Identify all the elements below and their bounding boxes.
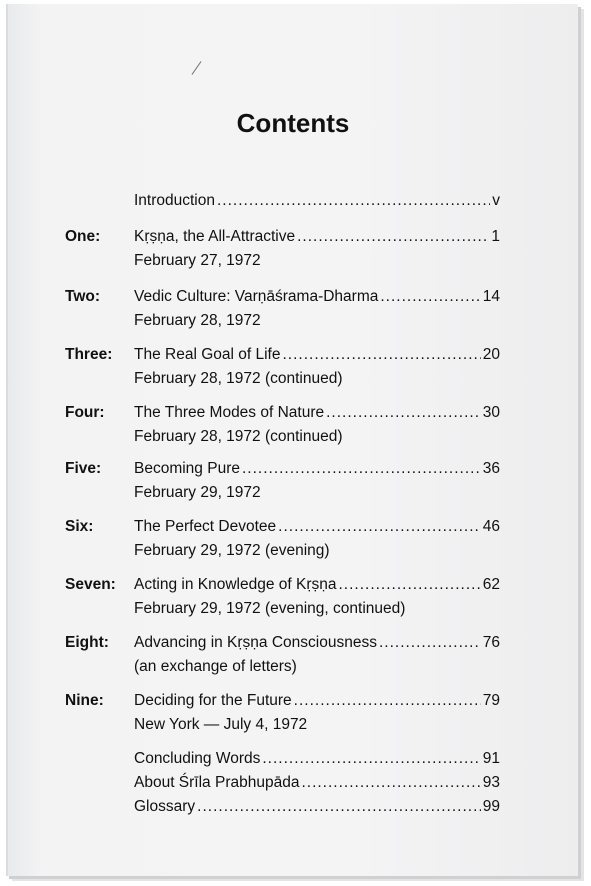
dot-leader bbox=[338, 576, 480, 594]
book-page bbox=[6, 4, 578, 876]
chapter-number: Seven: bbox=[65, 576, 116, 593]
chapter-date: February 27, 1972 bbox=[134, 252, 261, 269]
chapter-number: Three: bbox=[65, 346, 113, 363]
chapter-note: (an exchange of letters) bbox=[134, 658, 297, 675]
toc-entry-page: 62 bbox=[482, 576, 500, 593]
chapter-number: Nine: bbox=[65, 692, 104, 709]
toc-entry-page: 14 bbox=[482, 288, 500, 305]
chapter-date: February 28, 1972 bbox=[134, 312, 261, 329]
toc-entry-page: 30 bbox=[482, 404, 500, 421]
dot-leader bbox=[242, 460, 481, 478]
toc-entry-page: 36 bbox=[482, 460, 500, 477]
chapter-number: Five: bbox=[65, 460, 102, 477]
toc-entry-page: 76 bbox=[482, 634, 500, 651]
toc-entry-label: The Real Goal of Life bbox=[134, 346, 281, 363]
toc-entry-label: Deciding for the Future bbox=[134, 692, 292, 709]
dot-leader bbox=[197, 798, 481, 816]
toc-entry-page: v bbox=[492, 192, 500, 209]
toc-entry-label: The Three Modes of Nature bbox=[134, 404, 325, 421]
dot-leader bbox=[217, 192, 490, 210]
toc-entry-page: 1 bbox=[491, 228, 500, 245]
toc-entry-page: 91 bbox=[482, 750, 500, 767]
dot-leader bbox=[294, 692, 481, 710]
toc-entry-label: Kṛṣṇa, the All-Attractive bbox=[134, 228, 296, 245]
dot-leader bbox=[301, 774, 480, 792]
toc-entry-label: Introduction bbox=[134, 192, 215, 209]
dot-leader bbox=[278, 518, 481, 536]
toc-entry-page: 99 bbox=[482, 798, 500, 815]
toc-entry-label: The Perfect Devotee bbox=[134, 518, 277, 535]
toc-entry-label: About Śrīla Prabhupāda bbox=[134, 774, 300, 791]
chapter-number: One: bbox=[65, 228, 101, 245]
chapter-date: February 29, 1972 (evening, continued) bbox=[134, 600, 406, 617]
chapter-number: Eight: bbox=[65, 634, 109, 651]
toc-entry-label: Acting in Knowledge of Kṛṣṇa bbox=[134, 576, 337, 593]
chapter-date: February 28, 1972 (continued) bbox=[134, 370, 343, 387]
chapter-number: Four: bbox=[65, 404, 105, 421]
toc-entry-label: Advancing in Kṛṣṇa Consciousness bbox=[134, 634, 377, 651]
dot-leader bbox=[297, 228, 489, 246]
toc-entry-label: Glossary bbox=[134, 798, 196, 815]
dot-leader bbox=[326, 404, 481, 422]
toc-entry-page: 46 bbox=[482, 518, 500, 535]
dot-leader bbox=[282, 346, 480, 364]
chapter-number: Two: bbox=[65, 288, 101, 305]
table-of-contents bbox=[8, 4, 578, 876]
toc-entry-label: Vedic Culture: Varṇāśrama-Dharma bbox=[134, 288, 379, 305]
chapter-date: New York — July 4, 1972 bbox=[134, 716, 308, 733]
chapter-date: February 29, 1972 bbox=[134, 484, 261, 501]
dot-leader bbox=[379, 634, 481, 652]
dot-leader bbox=[262, 750, 480, 768]
chapter-number: Six: bbox=[65, 518, 94, 535]
toc-entry-label: Concluding Words bbox=[134, 750, 261, 767]
toc-entry-page: 79 bbox=[482, 692, 500, 709]
toc-entry-label: Becoming Pure bbox=[134, 460, 240, 477]
chapter-date: February 29, 1972 (evening) bbox=[134, 542, 330, 559]
chapter-date: February 28, 1972 (continued) bbox=[134, 428, 343, 445]
dot-leader bbox=[380, 288, 480, 306]
toc-entry-page: 20 bbox=[482, 346, 500, 363]
page-title: Contents bbox=[236, 108, 350, 138]
toc-entry-page: 93 bbox=[482, 774, 500, 791]
